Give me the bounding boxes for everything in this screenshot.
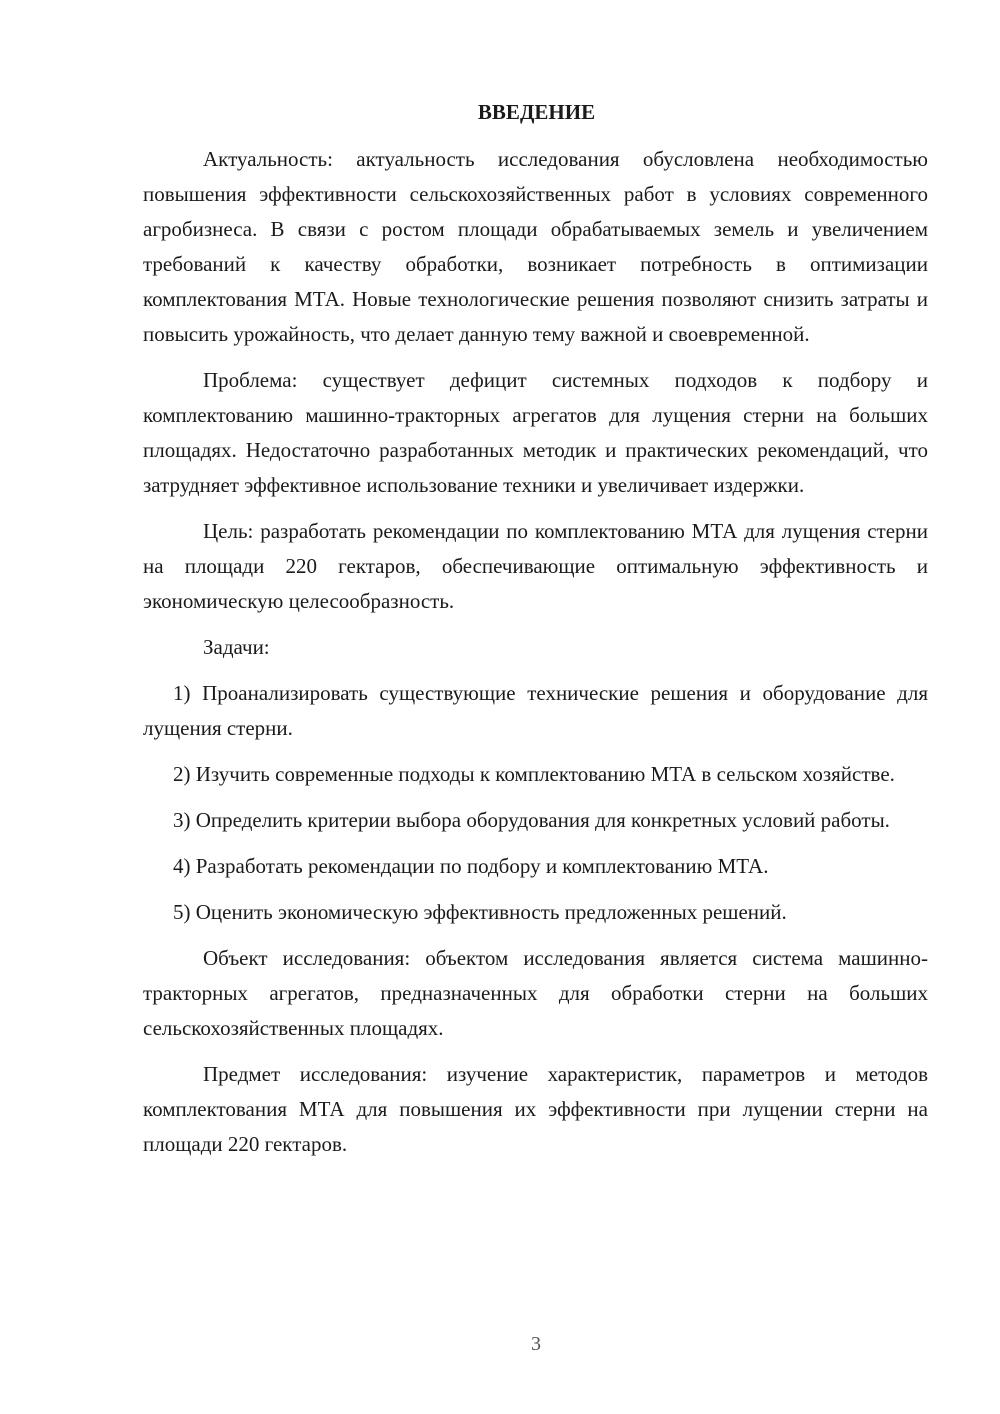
- paragraph-relevance: Актуальность: актуальность исследования обусловлена необходимостью повышения эффективности сельскохозяйственных работ в условиях современного агробизнеса. В связи с ростом площади обрабатываемых земель и увеличением требований к качеству обработки, возникает потребность в оптимизации комплектования МТА. Новые технологические решения позволяют снизить затраты и повысить урожайность, что делает данную тему важной и своевременной.: [143, 147, 928, 346]
- paragraph-object: Объект исследования: объектом исследования является система машинно-тракторных агрегатов, предназначенных для обработки стерни на больших сельскохозяйственных площадях.: [143, 946, 928, 1040]
- section-heading: ВВЕДЕНИЕ: [477, 100, 596, 124]
- document-page: [143, 95, 928, 1173]
- paragraph-problem: Проблема: существует дефицит системных подходов к подбору и комплектованию машинно-тракторных агрегатов для лущения стерни на больших площадях. Недостаточно разработанных методик и практических рекомендаций, что затрудняет эффективное использование техники и увеличивает издержки.: [143, 368, 928, 497]
- paragraph-subject: Предмет исследования: изучение характеристик, параметров и методов комплектования МТА для повышения их эффективности при лущении стерни на площади 220 гектаров.: [143, 1062, 928, 1156]
- page-number: 3: [531, 1333, 541, 1355]
- task-item: 3) Определить критерии выбора оборудования для конкретных условий работы.: [173, 808, 890, 832]
- task-item: 2) Изучить современные подходы к комплектованию МТА в сельском хозяйстве.: [173, 762, 895, 786]
- paragraph-goal: Цель: разработать рекомендации по комплектованию МТА для лущения стерни на площади 220 гектаров, обеспечивающие оптимальную эффективность и экономическую целесообразность.: [143, 519, 928, 613]
- task-item: 4) Разработать рекомендации по подбору и комплектованию МТА.: [173, 854, 769, 878]
- task-item: 5) Оценить экономическую эффективность предложенных решений.: [173, 900, 787, 924]
- task-item: 1) Проанализировать существующие технические решения и оборудование для лущения стерни.: [143, 681, 928, 740]
- tasks-label: Задачи:: [203, 635, 270, 659]
